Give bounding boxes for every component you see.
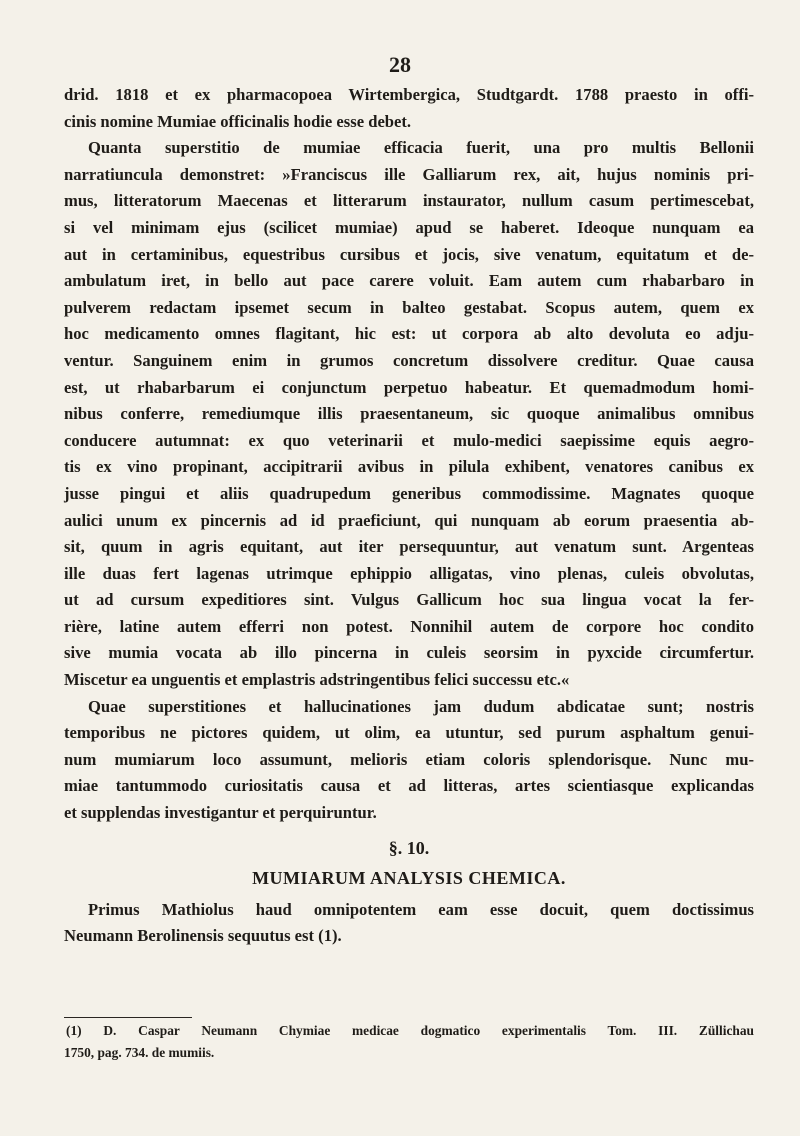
text-line: Quanta superstitio de mumiae efficacia fuerit, una pro multis Bellonii <box>88 138 754 158</box>
text-line: nibus conferre, remediumque illis praesentaneum, sic quoque animalibus omnibus <box>64 404 754 424</box>
text-line: est, ut rhabarbarum ei conjunctum perpetuo habeatur. Et quemadmodum homi- <box>64 377 754 397</box>
text-line: ventur. Sanguinem enim in grumos concretum dissolvere creditur. Quae causa <box>64 350 754 370</box>
section-title: MUMIARUM ANALYSIS CHEMICA. <box>252 867 566 888</box>
text-line: narratiuncula demonstret: »Franciscus ille Galliarum rex, ait, hujus nominis pri- <box>64 164 754 184</box>
text-line: conducere autumnat: ex quo veterinarii et mulo-medici saepissime equis aegro- <box>64 430 754 450</box>
footnote-line: 1750, pag. 734. de mumiis. <box>64 1045 215 1060</box>
text-line: ut ad cursum expeditiores sint. Vulgus Gallicum hoc sua lingua vocat la fer- <box>64 590 754 610</box>
footnote <box>64 1020 754 1064</box>
text-line: tis ex vino propinant, accipitrarii avibus in pilula exhibent, venatores canibus ex <box>64 457 754 477</box>
text-line: sit, quum in agris equitant, aut iter persequuntur, aut venatum sunt. Argenteas <box>64 537 754 557</box>
text-line: si vel minimam ejus (scilicet mumiae) apud se haberet. Ideoque nunquam ea <box>64 217 754 237</box>
section-mark: §. 10. <box>388 837 430 858</box>
footnote-line: (1) D. Caspar Neumann Chymiae medicae dogmatico experimentalis Tom. III. Züllichau <box>66 1023 754 1038</box>
text-line: ille duas fert lagenas utrimque ephippio alligatas, vino plenas, culeis obvolutas, <box>64 563 754 583</box>
text-line: hoc medicamento omnes flagitant, hic est: ut corpora ab alto devoluta eo adju- <box>64 324 754 344</box>
text-line: temporibus ne pictores quidem, ut olim, ea utuntur, sed purum asphaltum genui- <box>64 723 754 743</box>
text-line: miae tantummodo curiositatis causa et ad litteras, artes scientiasque explicandas <box>64 776 754 796</box>
text-line: cinis nomine Mumiae officinalis hodie esse debet. <box>64 111 412 131</box>
text-line: sive mumia vocata ab illo pincerna in culeis seorsim in pyxcide circumfertur. <box>64 643 754 663</box>
page-number: 28 <box>389 52 411 77</box>
text-line: ambulatum iret, in bello aut pace carere voluit. Eam autem cum rhabarbaro in <box>64 271 754 291</box>
text-line: et supplendas investigantur et perquiruntur. <box>64 803 377 823</box>
text-line: drid. 1818 et ex pharmacopoea Wirtembergica, Studtgardt. 1788 praesto in offi- <box>64 85 754 104</box>
text-line: pulverem redactam ipsemet secum in balteo gestabat. Scopus autem, quem ex <box>64 297 754 317</box>
text-line: Miscetur ea unguentis et emplastris adstringentibus felici successu etc.« <box>64 670 570 690</box>
text-line: jusse pingui et aliis quadrupedum generibus commodissime. Magnates quoque <box>64 483 754 503</box>
text-line: Quae superstitiones et hallucinationes jam dudum abdicatae sunt; nostris <box>88 696 754 716</box>
text-line: Neumann Berolinensis sequutus est (1). <box>64 926 342 946</box>
text-line: mus, litteratorum Maecenas et litterarum instaurator, nullum casum pertimescebat, <box>64 191 754 211</box>
text-line: aulici unum ex pincernis ad id praeficiunt, qui nunquam ab eorum praesentia ab- <box>64 510 754 530</box>
main-text <box>64 82 754 950</box>
text-line: Primus Mathiolus haud omnipotentem eam esse docuit, quem doctissimus <box>88 899 754 919</box>
text-line: aut in certaminibus, equestribus cursibus et jocis, sive venatum, equitatum et de- <box>64 244 754 264</box>
text-line: rière, latine autem efferri non potest. Nonnihil autem de corpore hoc condito <box>64 616 754 636</box>
footnote-divider <box>64 1017 192 1018</box>
text-line: num mumiarum loco assumunt, melioris etiam coloris splendorisque. Nunc mu- <box>64 749 754 769</box>
